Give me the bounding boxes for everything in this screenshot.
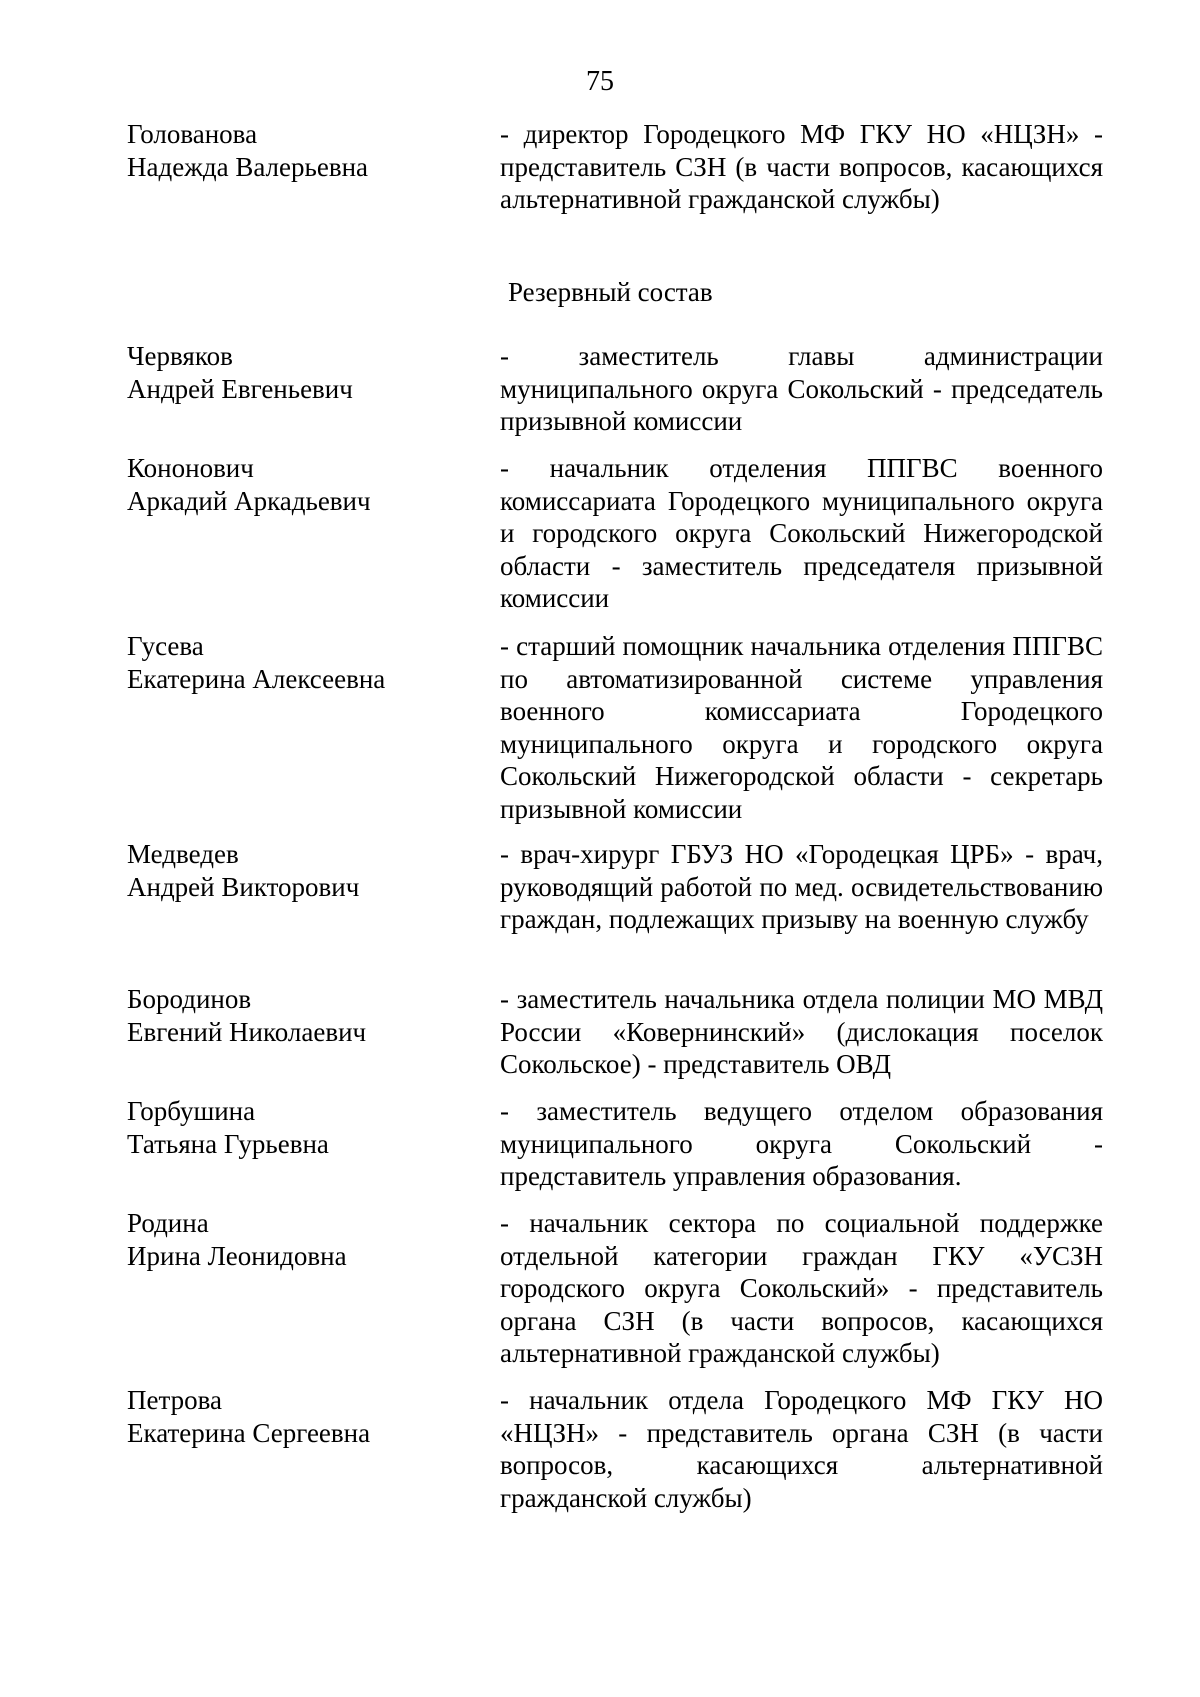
member-surname: Петрова	[127, 1385, 222, 1415]
reserve-entry-8	[127, 1384, 1103, 1514]
member-entry	[127, 838, 1103, 936]
member-name	[127, 983, 500, 1081]
member-surname: Гусева	[127, 631, 204, 661]
member-name	[127, 1207, 500, 1370]
member-name	[127, 452, 500, 615]
member-entry	[127, 340, 1103, 438]
member-given-names: Андрей Викторович	[127, 871, 360, 902]
reserve-entry-5	[127, 983, 1103, 1081]
member-given-names: Татьяна Гурьевна	[127, 1128, 329, 1159]
member-entry	[127, 1095, 1103, 1193]
member-surname: Червяков	[127, 341, 233, 371]
member-surname: Горбушина	[127, 1096, 256, 1126]
member-role: - начальник сектора по социальной поддержке отдельной категории граждан ГКУ «УСЗН городского округа Сокольский» - представитель органа СЗН (в части вопросов, касающихся альтернативной гражданской службы)	[500, 1208, 1103, 1368]
member-surname: Медведев	[127, 839, 239, 869]
member-given-names: Андрей Евгеньевич	[127, 373, 353, 404]
member-name	[127, 340, 500, 438]
member-surname: Кононович	[127, 453, 254, 483]
reserve-entry-7	[127, 1207, 1103, 1370]
member-entry	[127, 1384, 1103, 1514]
reserve-entry-1	[127, 340, 1103, 438]
member-role: - заместитель ведущего отделом образования муниципального округа Сокольский - представитель управления образования.	[500, 1096, 1103, 1191]
member-role: - заместитель начальника отдела полиции МО МВД России «Ковернинский» (дислокация поселок Сокольское) - представитель ОВД	[500, 984, 1103, 1079]
member-name	[127, 1384, 500, 1514]
member-role: - начальник отделения ППГВС военного комиссариата Городецкого муниципального округа и городского округа Сокольский Нижегородской области - заместитель председателя призывной комиссии	[500, 453, 1103, 613]
member-given-names: Екатерина Сергеевна	[127, 1417, 371, 1448]
member-given-names: Аркадий Аркадьевич	[127, 485, 371, 516]
member-surname: Голованова	[127, 119, 258, 149]
reserve-entry-4	[127, 838, 1103, 936]
section-title: Резервный состав	[508, 277, 713, 307]
member-role: - начальник отдела Городецкого МФ ГКУ НО «НЦЗН» - представитель органа СЗН (в части вопросов, касающихся альтернативной гражданской службы)	[500, 1385, 1103, 1513]
main-composition-tail	[127, 118, 1103, 216]
member-name	[127, 118, 500, 216]
member-entry	[127, 630, 1103, 825]
reserve-entry-2	[127, 452, 1103, 615]
member-role: - заместитель главы администрации муниципального округа Сокольский - председатель призывной комиссии	[500, 341, 1103, 436]
page-number: 75	[586, 66, 614, 97]
member-name	[127, 838, 500, 936]
member-given-names: Евгений Николаевич	[127, 1016, 367, 1047]
member-entry	[127, 452, 1103, 615]
member-role: - врач-хирург ГБУЗ НО «Городецкая ЦРБ» - врач, руководящий работой по мед. освидетельствованию граждан, подлежащих призыву на военную службу	[500, 839, 1103, 934]
reserve-entry-3	[127, 630, 1103, 825]
member-role: - старший помощник начальника отделения ППГВС по автоматизированной системе управления военного комиссариата Городецкого муниципального округа и городского округа Сокольский Нижегородской области - секретарь призывной комиссии	[500, 631, 1103, 824]
member-given-names: Надежда Валерьевна	[127, 151, 368, 182]
member-surname: Бородинов	[127, 984, 252, 1014]
member-given-names: Екатерина Алексеевна	[127, 663, 386, 694]
reserve-entry-6	[127, 1095, 1103, 1193]
member-role: - директор Городецкого МФ ГКУ НО «НЦЗН» - представитель СЗН (в части вопросов, касающихся альтернативной гражданской службы)	[500, 119, 1103, 214]
member-name	[127, 1095, 500, 1193]
member-entry	[127, 1207, 1103, 1370]
member-entry	[127, 118, 1103, 216]
member-surname: Родина	[127, 1208, 209, 1238]
member-entry	[127, 983, 1103, 1081]
member-name	[127, 630, 500, 825]
member-given-names: Ирина Леонидовна	[127, 1240, 347, 1271]
